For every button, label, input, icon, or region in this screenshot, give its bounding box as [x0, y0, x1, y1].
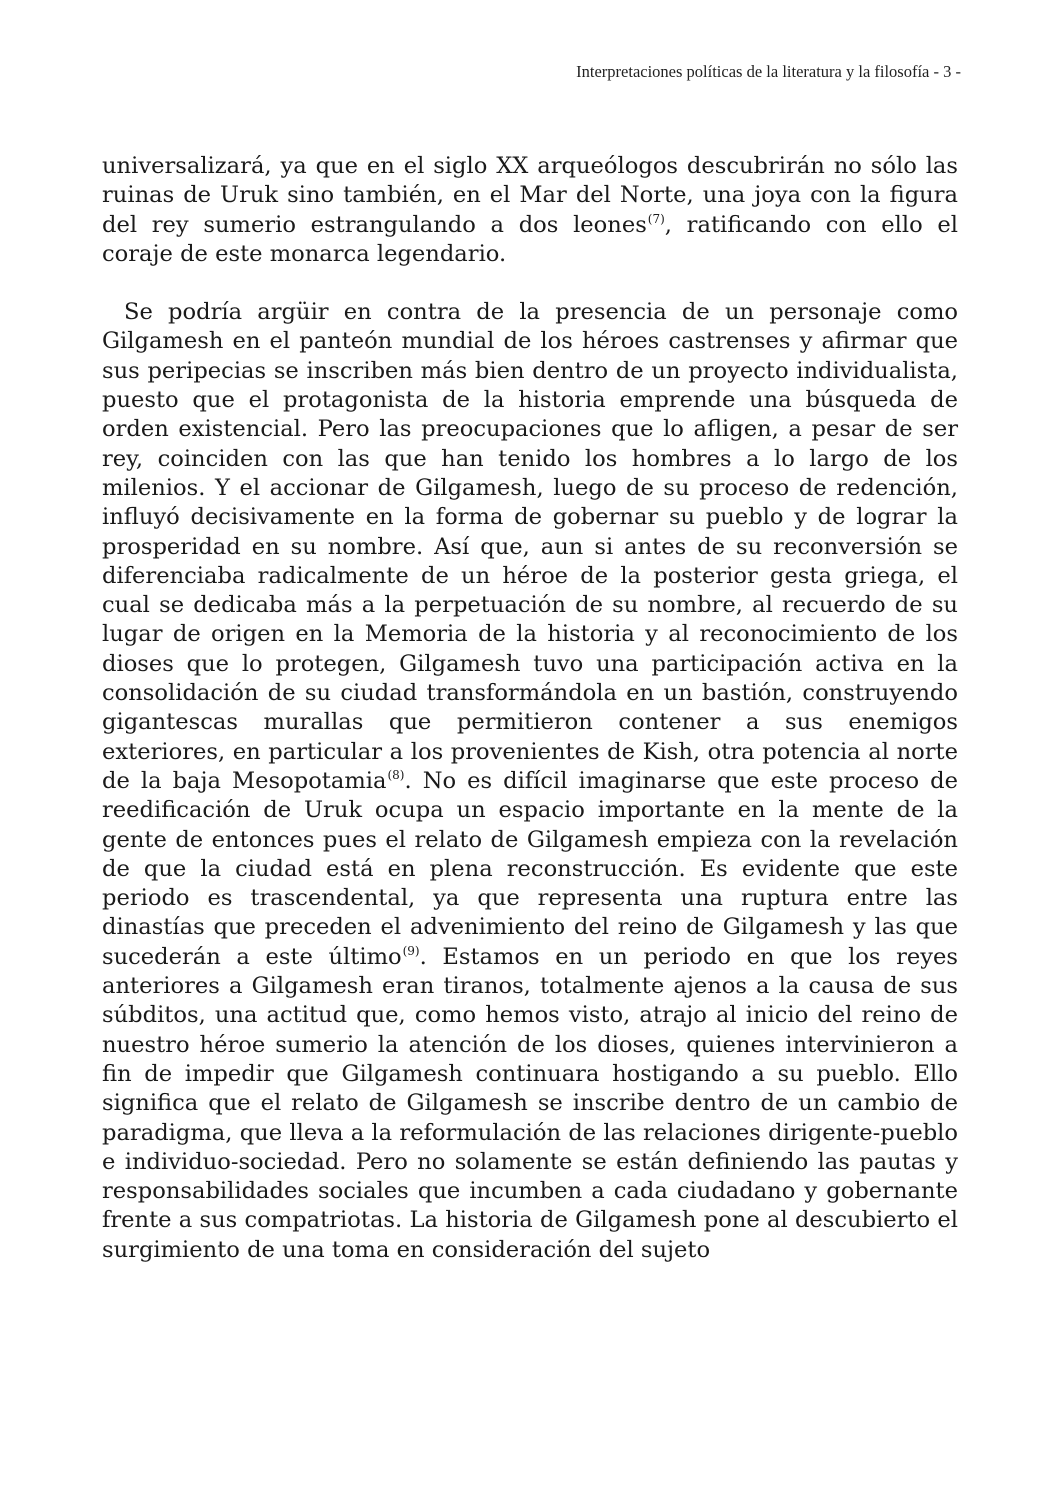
footnote-ref-9: (9)	[402, 943, 420, 958]
running-header: Interpretaciones políticas de la literatura y la filosofía - 3 -	[576, 62, 961, 81]
paragraph-1	[102, 152, 958, 269]
paragraph-1-text-a: universalizará, ya que en el siglo XX arqueólogos descubrirán no sólo las ruinas de Uruk sino también, en el Mar del Norte, una joya con la figura del rey sumerio estrangulando a dos leones	[102, 153, 958, 238]
paragraph-2	[102, 298, 958, 1265]
footnote-ref-8: (8)	[387, 767, 405, 782]
body-text	[102, 152, 958, 1265]
paragraph-2-text-c: . Estamos en un periodo en que los reyes anteriores a Gilgamesh eran tiranos, totalmente ajenos a la causa de sus súbditos, una actitud que, como hemos visto, atrajo al inicio del reino de nuestro héroe sumerio la atención de los dioses, quienes intervinieron a fin de impedir que Gilgamesh continuara hostigando a su pueblo. Ello significa que el relato de Gilgamesh se inscribe dentro de un cambio de paradigma, que lleva a la reformulación de las relaciones dirigente-pueblo e individuo-sociedad. Pero no solamente se están definiendo las pautas y responsabilidades sociales que incumben a cada ciudadano y gobernante frente a sus compatriotas. La historia de Gilgamesh pone al descubierto el surgimiento de una toma en consideración del sujeto	[102, 943, 958, 1263]
paragraph-2-text-b: . No es difícil imaginarse que este proceso de reedificación de Uruk ocupa un espacio importante en la mente de la gente de entonces pues el relato de Gilgamesh empieza con la revelación de que la ciudad está en plena reconstrucción. Es evidente que este periodo es trascendental, ya que representa una ruptura entre las dinastías que preceden el advenimiento del reino de Gilgamesh y las que sucederán a este último	[102, 767, 958, 970]
paragraph-2-text-a: Se podría argüir en contra de la presencia de un personaje como Gilgamesh en el panteón mundial de los héroes castrenses y afirmar que sus peripecias se inscriben más bien dentro de un proyecto individualista, puesto que el protagonista de la historia emprende una búsqueda de orden existencial. Pero las preocupaciones que lo afligen, a pesar de ser rey, coinciden con las que han tenido los hombres a lo largo de los milenios. Y el accionar de Gilgamesh, luego de su proceso de redención, influyó decisivamente en la forma de gobernar su pueblo y de lograr la prosperidad en su nombre. Así que, aun si antes de su reconversión se diferenciaba radicalmente de un héroe de la posterior gesta griega, el cual se dedicaba más a la perpetuación de su nombre, al recuerdo de su lugar de origen en la Memoria de la historia y al reconocimiento de los dioses que lo protegen, Gilgamesh tuvo una participación activa en la consolidación de su ciudad transformándola en un bastión, construyendo gigantescas murallas que permitieron contener a sus enemigos exteriores, en particular a los provenientes de Kish, otra potencia al norte de la baja Mesopotamia	[102, 299, 958, 794]
paragraph-1-text-b: , ratificando con ello el coraje de este monarca legendario.	[102, 211, 958, 267]
footnote-ref-7: (7)	[647, 211, 665, 226]
